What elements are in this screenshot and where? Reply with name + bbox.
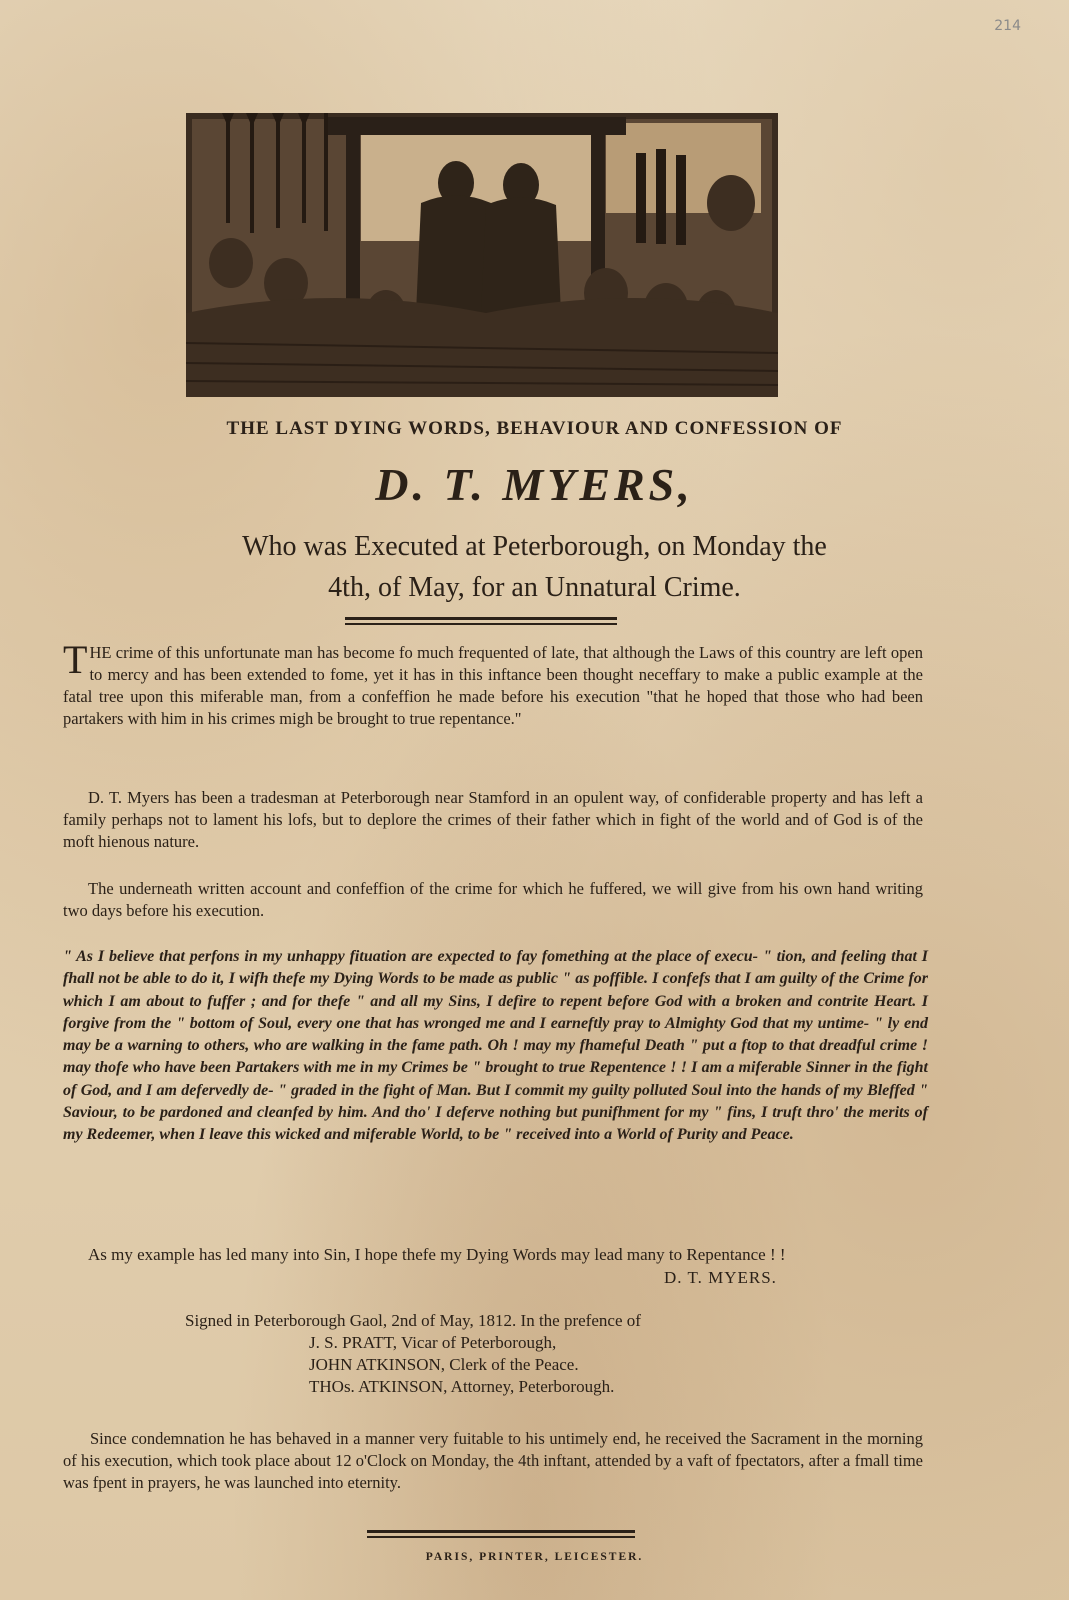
witness-1: J. S. PRATT, Vicar of Peterborough, xyxy=(309,1333,557,1352)
heading-subtitle xyxy=(0,526,1069,608)
woodcut-execution-illustration xyxy=(186,113,778,397)
paragraph-5: Since condemnation he has behaved in a manner very fuitable to his untimely end, he received the Sacrament in the morning of his execution, which took place about 12 o'Clock on Monday, the 4th inftant, attended by a vaft of fpectators, after a fmall time was fpent in prayers, he was launched into eternity. xyxy=(63,1429,923,1492)
decorative-rule-bottom xyxy=(367,1530,635,1538)
drop-cap: T xyxy=(63,637,88,682)
witness-list xyxy=(309,1332,614,1398)
paragraph-1 xyxy=(63,637,923,730)
heading-name: D. T. MYERS, xyxy=(375,459,694,510)
paragraph-3: The underneath written account and confeffion of the crime for which he fuffered, we will give from his own hand writing two days before his execution. xyxy=(63,879,923,920)
signature-name: D. T. MYERS. xyxy=(664,1268,777,1287)
page-number: 214 xyxy=(994,18,1021,34)
signed-line: Signed in Peterborough Gaol, 2nd of May, 1812. In the prefence of xyxy=(185,1311,641,1330)
paragraph-1-text: HE crime of this unfortunate man has become fo much frequented of late, that although the Laws of this country are left open to mercy and has been extended to fome, yet it has in this inftance been thought neceffary to make a public example at the fatal tree upon this miferable man, from a confeffion he made before his execution "that he hoped that those who had been partakers with him in his crimes migh be brought to true repentance." xyxy=(63,643,923,728)
subtitle-line-1: Who was Executed at Peterborough, on Monday the xyxy=(242,531,827,562)
decorative-rule-top xyxy=(345,617,617,625)
confession-quote: " As I believe that perfons in my unhappy fituation are expected to fay fomething at the place of execu- " tion, and feeling that I fhall not be able to do it, I wifh thefe my Dying Words to be made as public " as poffible. I confefs that I am guilty of the Crime for which I am about to fuffer ; and for thefe " and all my Sins, I defire to repent before God with a broken and contrite Heart. I forgive from the " bottom of Soul, every one that has wronged me and I earneftly pray to Almighty God that my untime- " ly end may be a warning to others, who are walking in the fame path. Oh ! may my fhameful Death " put a ftop to that dreadful crime ! may thofe who have been Partakers with me in my Crimes be " brought to true Repentence ! ! I am a miferable Sinner in the fight of God, and I am defervedly de- " graded in the fight of Man. But I commit my guilty polluted Soul into the hands of my Bleffed " Saviour, to be pardoned and cleanfed by him. And tho' I deferve nothing but punifhment for my " fins, I truft thro' the merits of my Redeemer, when I leave this wicked and miferable World, to be " received into a World of Purity and Peace. xyxy=(63,948,928,1144)
paragraph-2: D. T. Myers has been a tradesman at Peterborough near Stamford in an opulent way, of confiderable property and has left a family perhaps not to lament his lofs, but to deplore the crimes of their father which in fight of the world and of God is of the moft hienous nature. xyxy=(63,788,923,851)
heading-line-1: THE LAST DYING WORDS, BEHAVIOUR AND CONFESSION OF xyxy=(226,418,843,439)
witness-2: JOHN ATKINSON, Clerk of the Peace. xyxy=(309,1355,579,1374)
printer-imprint: PARIS, PRINTER, LEICESTER. xyxy=(425,1551,644,1563)
witness-3: THOs. ATKINSON, Attorney, Peterborough. xyxy=(309,1377,615,1396)
subtitle-line-2: 4th, of May, for an Unnatural Crime. xyxy=(328,572,741,603)
paragraph-4: As my example has led many into Sin, I hope thefe my Dying Words may lead many to Repentance ! ! xyxy=(88,1245,786,1264)
